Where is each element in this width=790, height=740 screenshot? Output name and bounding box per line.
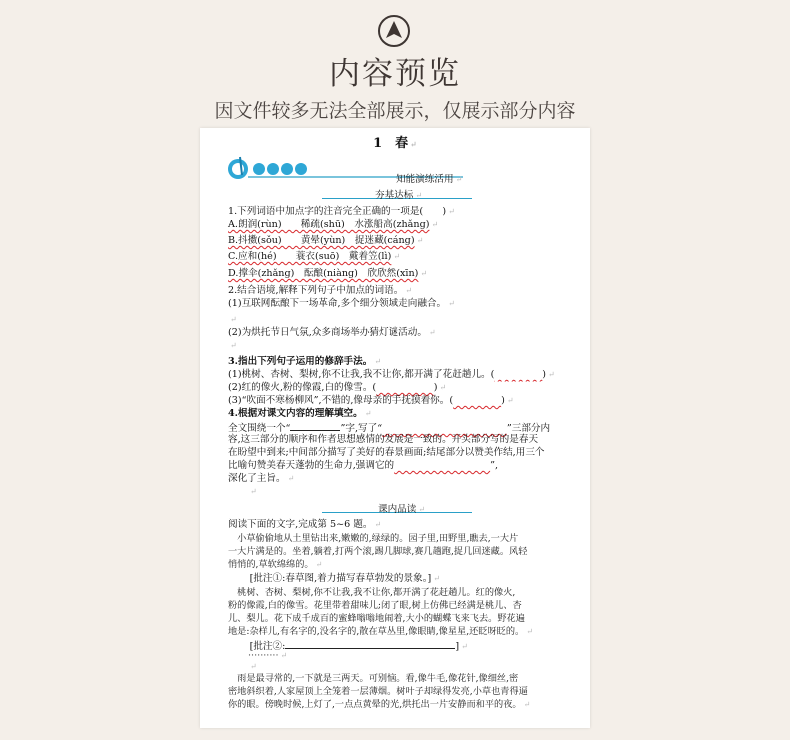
doc-line: 密地斜织着,人家屋顶上全笼着一层薄烟。树叶子却绿得发亮,小草也青得逼 bbox=[228, 686, 528, 697]
doc-line: 2.结合语境,解释下列句子中加点的词语。 ↵ bbox=[228, 285, 412, 296]
section-title: 夯基达标 ↵ bbox=[375, 190, 423, 201]
document-preview bbox=[200, 128, 590, 728]
doc-line: 在盼望中到来;中间部分描写了美好的春景画面;结尾部分以赞美作结,用三个 bbox=[228, 447, 545, 458]
doc-line: ↵ bbox=[250, 487, 257, 496]
doc-line: C.应和(hé) 蓑衣(suō) 戴着笠(lì) ↵ bbox=[228, 251, 401, 262]
doc-line: ↵ bbox=[230, 341, 237, 350]
doc-line: 1.下列词语中加点字的注音完全正确的一项是( ) ↵ bbox=[228, 206, 455, 217]
doc-line: A.朗润(rùn) 稀疏(shū) 水涨船高(zhǎng) ↵ bbox=[228, 219, 439, 230]
doc-line: 粉的像霞,白的像雪。花里带着甜味儿;闭了眼,树上仿佛已经满是桃儿、杏 bbox=[228, 600, 522, 611]
doc-line: 悄悄的,草软绵绵的。 ↵ bbox=[228, 559, 323, 570]
doc-line: 一大片满是的。坐着,躺着,打两个滚,踢几脚球,赛几趟跑,捉几回迷藏。风轻 bbox=[228, 546, 528, 557]
doc-line: (2)红的像火,粉的像霞,白的像雪。( ) ↵ bbox=[228, 382, 447, 393]
brand-logo-icon bbox=[377, 14, 411, 48]
section-title: 课内品读 ↵ bbox=[378, 504, 426, 515]
doc-line: (1)桃树、杏树、梨树,你不让我,我不让你,都开满了花赶趟儿。( ) ↵ bbox=[228, 369, 555, 380]
doc-line: B.抖擞(sǒu) 黄晕(yùn) 捉迷藏(cáng) ↵ bbox=[228, 235, 424, 246]
annotation-line: [批注②: ] ↵ bbox=[240, 641, 468, 652]
doc-line: ↵ bbox=[230, 315, 237, 324]
page-title: 内容预览 bbox=[329, 56, 461, 92]
doc-line: 儿、梨儿。花下成千成百的蜜蜂嗡嗡地闹着,大小的蝴蝶飞来飞去。野花遍 bbox=[228, 613, 525, 624]
annotation-line: [批注①:春草图,着力描写春草勃发的景象。] ↵ bbox=[240, 573, 440, 584]
doc-line: 比喻句赞美春天蓬勃的生命力,强调它的 ”, bbox=[228, 460, 499, 471]
doc-line: 雨是最寻常的,一下就是三两天。可别恼。看,像牛毛,像花针,像细丝,密 bbox=[228, 673, 519, 684]
doc-line: 全文围绕一个“ ”字,写了“ ”三部分内 bbox=[228, 423, 551, 434]
doc-line: ↵ bbox=[250, 662, 257, 671]
doc-line: 深化了主旨。 ↵ bbox=[228, 473, 295, 484]
doc-line: 小草偷偷地从土里钻出来,嫩嫩的,绿绿的。园子里,田野里,瞧去,一大片 bbox=[228, 533, 519, 544]
doc-line: 容,这三部分的顺序和作者思想感情的发展是一致的。开头部分写的是春天 bbox=[228, 434, 539, 445]
page-subtitle: 因文件较多无法全部展示，仅展示部分内容 bbox=[214, 100, 576, 122]
doc-line: 地是:杂样儿,有名字的,没名字的,散在草丛里,像眼睛,像星星,还眨呀眨的。 ↵ bbox=[228, 626, 533, 637]
doc-line: 3.指出下列句子运用的修辞手法。 ↵ bbox=[228, 356, 382, 367]
doc-title: 1 春 ↵ bbox=[373, 136, 417, 151]
dotted-separator: ·········· ↵ bbox=[248, 650, 288, 661]
doc-line: 4.根据对课文内容的理解填空。 ↵ bbox=[228, 408, 372, 419]
doc-line: (2)为烘托节日气氛,众多商场举办猜灯谜活动。 ↵ bbox=[228, 327, 436, 338]
doc-line: 桃树、杏树、梨树,你不让我,我不让你,都开满了花赶趟儿。红的像火, bbox=[228, 587, 516, 598]
doc-line: 你的眼。傍晚时候,上灯了,一点点黄晕的光,烘托出一片安静而和平的夜。 ↵ bbox=[228, 699, 531, 710]
doc-line: 阅读下面的文字,完成第 5~6 题。 ↵ bbox=[228, 519, 382, 530]
banner-label: 知能演练活用 ↵ bbox=[396, 174, 463, 185]
doc-line: (1)互联网酝酿下一场革命,多个细分领域走向融合。 ↵ bbox=[228, 298, 455, 309]
doc-line: (3)“吹面不寒杨柳风”,不错的,像母亲的手抚摸着你。( ) ↵ bbox=[228, 395, 514, 406]
doc-line: D.撑伞(zhǎng) 酝酿(niàng) 欣欣然(xīn) ↵ bbox=[228, 268, 428, 279]
